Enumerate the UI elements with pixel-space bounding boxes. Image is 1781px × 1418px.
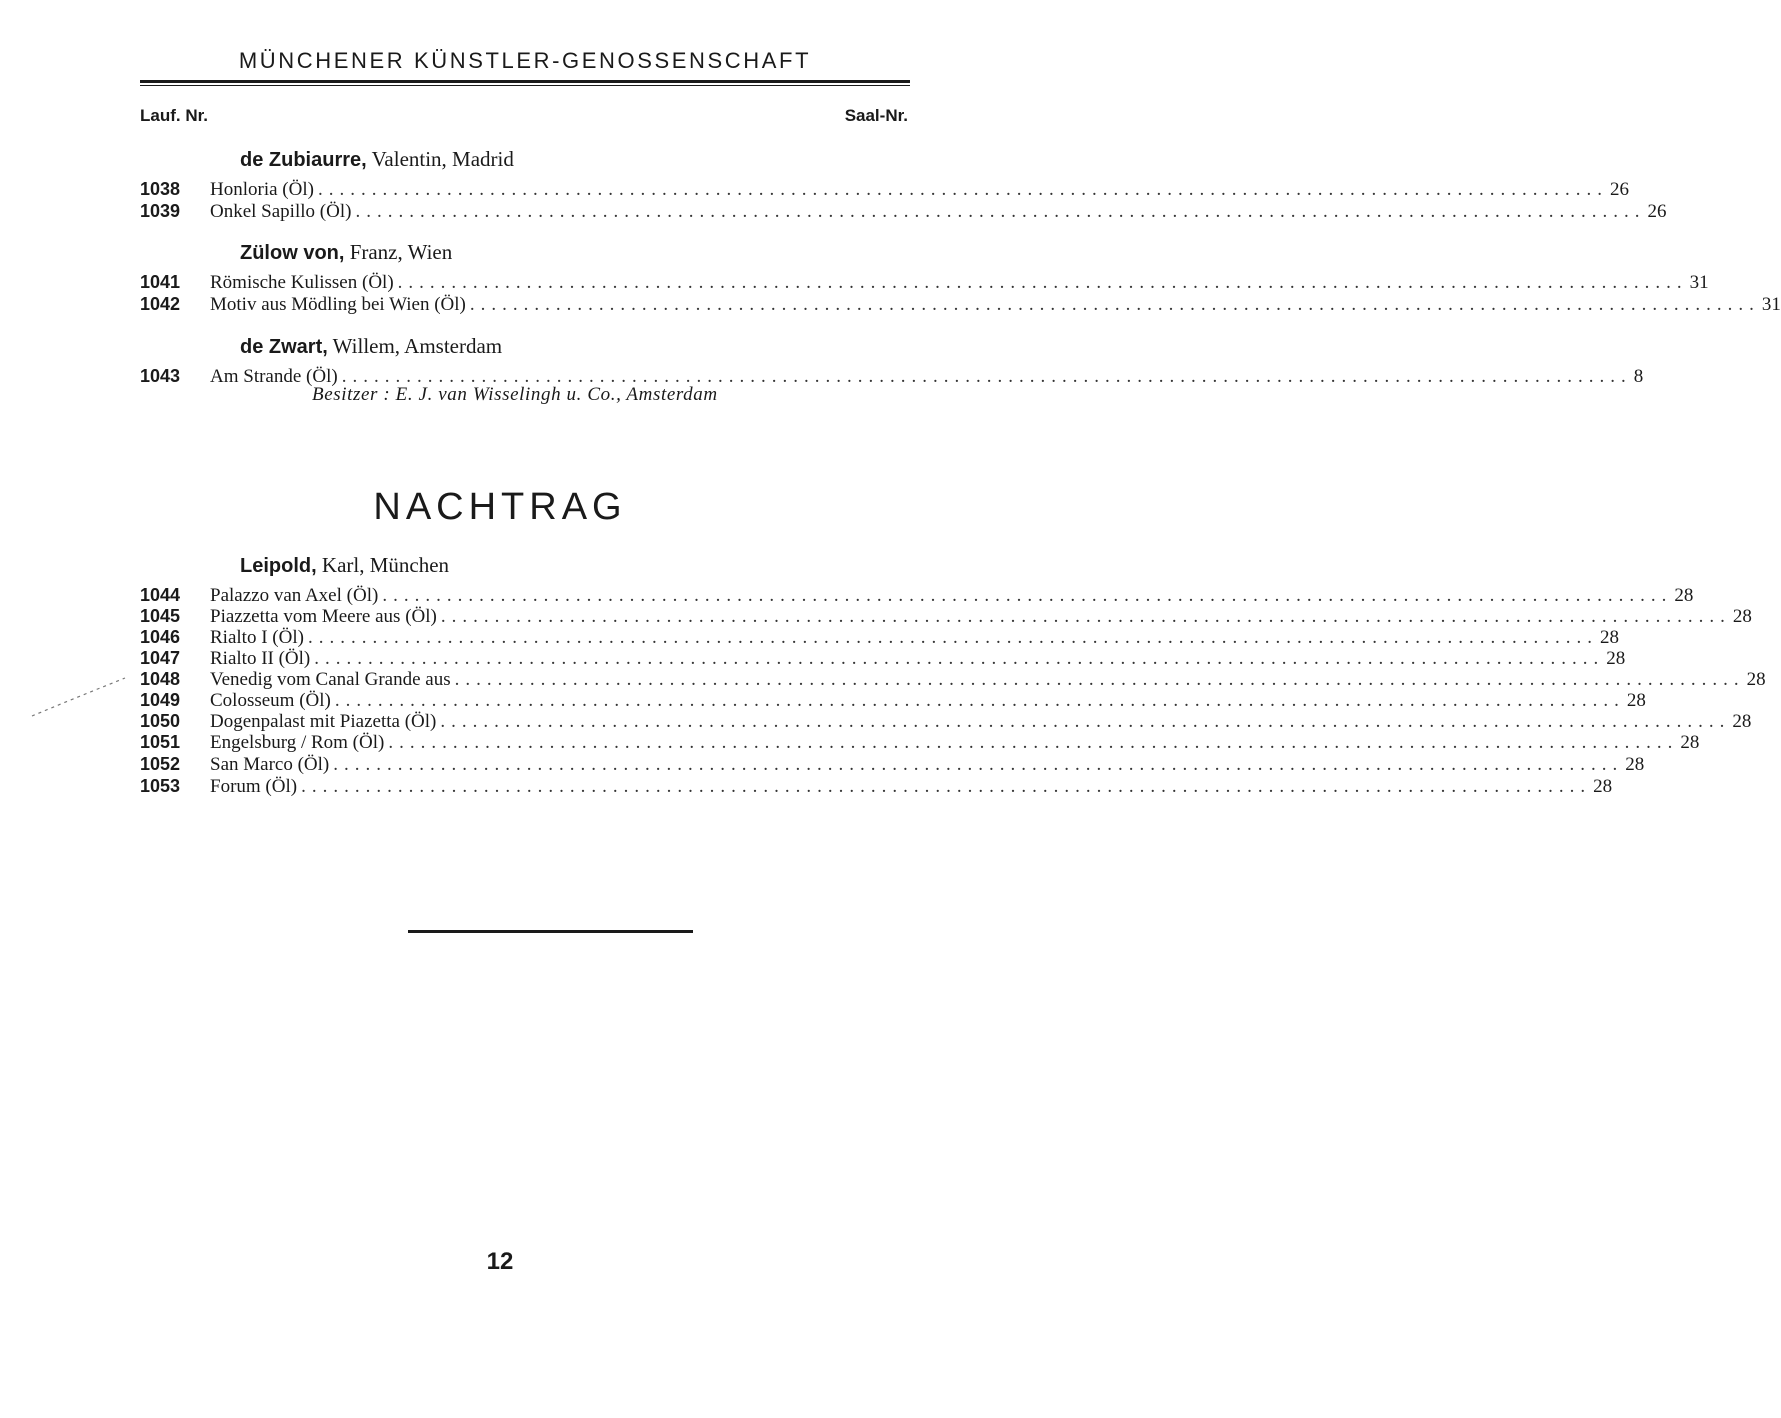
column-header-saal-nr: Saal-Nr. [844, 106, 908, 125]
catalog-entry [140, 689, 1646, 711]
entry-room: 8 [1633, 366, 1644, 387]
leader-dots: ........................................................................................................................ [341, 366, 1632, 387]
entry-room: 28 [1732, 606, 1752, 627]
entry-number: 1048 [140, 669, 181, 689]
artist-surname: de Zubiaurre, [240, 149, 367, 171]
catalog-entry [140, 710, 1752, 732]
entry-room: 28 [1746, 669, 1766, 690]
entry-title: Honloria (Öl) [210, 179, 314, 200]
entry-room: 31 [1761, 294, 1781, 315]
artist-heading [240, 553, 449, 578]
entry-number: 1042 [140, 294, 181, 314]
entry-room: 28 [1606, 648, 1626, 669]
entry-room: 28 [1599, 627, 1619, 648]
entry-number: 1041 [140, 272, 181, 292]
entry-title: Engelsburg / Rom (Öl) [210, 732, 385, 753]
entry-number: 1047 [140, 648, 181, 668]
artist-surname: Leipold, [240, 555, 317, 577]
entry-number: 1051 [140, 732, 181, 752]
entry-title: Dogenpalast mit Piazetta (Öl) [210, 711, 437, 732]
catalog-entry [140, 293, 1781, 315]
entry-number: 1052 [140, 754, 181, 774]
catalog-entry [140, 753, 1645, 775]
leader-dots: ........................................................................................................................ [334, 690, 1625, 711]
entry-room: 28 [1593, 776, 1613, 797]
entry-room: 28 [1674, 585, 1694, 606]
leader-dots: ........................................................................................................................ [440, 606, 1731, 627]
catalog-entry [140, 605, 1752, 627]
catalog-entry [140, 626, 1619, 648]
entry-title: Rialto II (Öl) [210, 648, 311, 669]
leader-dots: ........................................................................................................................ [440, 711, 1731, 732]
catalog-entry [140, 668, 1766, 690]
pencil-mark [30, 672, 130, 722]
entry-title: Forum (Öl) [210, 776, 298, 797]
artist-details: Franz, Wien [344, 240, 453, 264]
entry-title: San Marco (Öl) [210, 754, 330, 775]
entry-room: 28 [1625, 754, 1645, 775]
artist-heading [240, 240, 452, 265]
entry-number: 1045 [140, 606, 181, 626]
leader-dots: ........................................................................................................................ [314, 648, 1605, 669]
catalog-entry [140, 775, 1613, 797]
catalog-entry [140, 731, 1700, 753]
leader-dots: ........................................................................................................................ [397, 272, 1688, 293]
column-header-lauf-nr: Lauf. Nr. [140, 106, 209, 125]
page-number: 12 [486, 1248, 514, 1275]
artist-surname: de Zwart, [240, 336, 328, 358]
leader-dots: ........................................................................................................................ [454, 669, 1745, 690]
entry-number: 1039 [140, 201, 181, 221]
leader-dots: ........................................................................................................................ [301, 776, 1592, 797]
entry-number: 1044 [140, 585, 181, 605]
leader-dots: ........................................................................................................................ [355, 201, 1646, 222]
catalog-entry [140, 200, 1667, 222]
entry-room: 28 [1680, 732, 1700, 753]
entry-number: 1050 [140, 711, 181, 731]
entry-number: 1043 [140, 366, 181, 386]
entry-title: Onkel Sapillo (Öl) [210, 201, 352, 222]
leader-dots: ........................................................................................................................ [469, 294, 1760, 315]
entry-title: Piazzetta vom Meere aus (Öl) [210, 606, 437, 627]
entry-title: Römische Kulissen (Öl) [210, 272, 394, 293]
section-title: NACHTRAG [373, 486, 627, 528]
catalog-entry [140, 271, 1709, 293]
entry-title: Venedig vom Canal Grande aus [210, 669, 451, 690]
leader-dots: ........................................................................................................................ [317, 179, 1608, 200]
entry-room: 31 [1689, 272, 1709, 293]
artist-heading [240, 147, 514, 172]
entry-title: Palazzo van Axel (Öl) [210, 585, 379, 606]
leader-dots: ........................................................................................................................ [382, 585, 1673, 606]
entry-number: 1053 [140, 776, 181, 796]
entry-title: Rialto I (Öl) [210, 627, 304, 648]
entry-room: 26 [1647, 201, 1667, 222]
catalog-entry [140, 647, 1626, 669]
entry-number: 1049 [140, 690, 181, 710]
entry-title: Colosseum (Öl) [210, 690, 331, 711]
catalog-entry [140, 584, 1694, 606]
entry-room: 26 [1609, 179, 1629, 200]
artist-surname: Zülow von, [240, 242, 345, 264]
entry-number: 1046 [140, 627, 181, 647]
running-header: MÜNCHENER KÜNSTLER-GENOSSENSCHAFT [238, 48, 812, 73]
artist-details: Valentin, Madrid [366, 147, 514, 171]
artist-heading [240, 334, 502, 359]
entry-room: 28 [1626, 690, 1646, 711]
artist-details: Karl, München [316, 553, 450, 577]
closing-rule [408, 930, 693, 933]
header-rule [140, 80, 910, 86]
leader-dots: ........................................................................................................................ [333, 754, 1624, 775]
entry-title: Motiv aus Mödling bei Wien (Öl) [210, 294, 466, 315]
entry-room: 28 [1732, 711, 1752, 732]
catalog-entry [140, 178, 1629, 200]
leader-dots: ........................................................................................................................ [388, 732, 1679, 753]
entry-number: 1038 [140, 179, 181, 199]
owner-note: Besitzer : E. J. van Wisselingh u. Co., Amsterdam [312, 384, 718, 405]
artist-details: Willem, Amsterdam [327, 334, 503, 358]
leader-dots: ........................................................................................................................ [307, 627, 1598, 648]
entry-title: Am Strande (Öl) [210, 366, 338, 387]
